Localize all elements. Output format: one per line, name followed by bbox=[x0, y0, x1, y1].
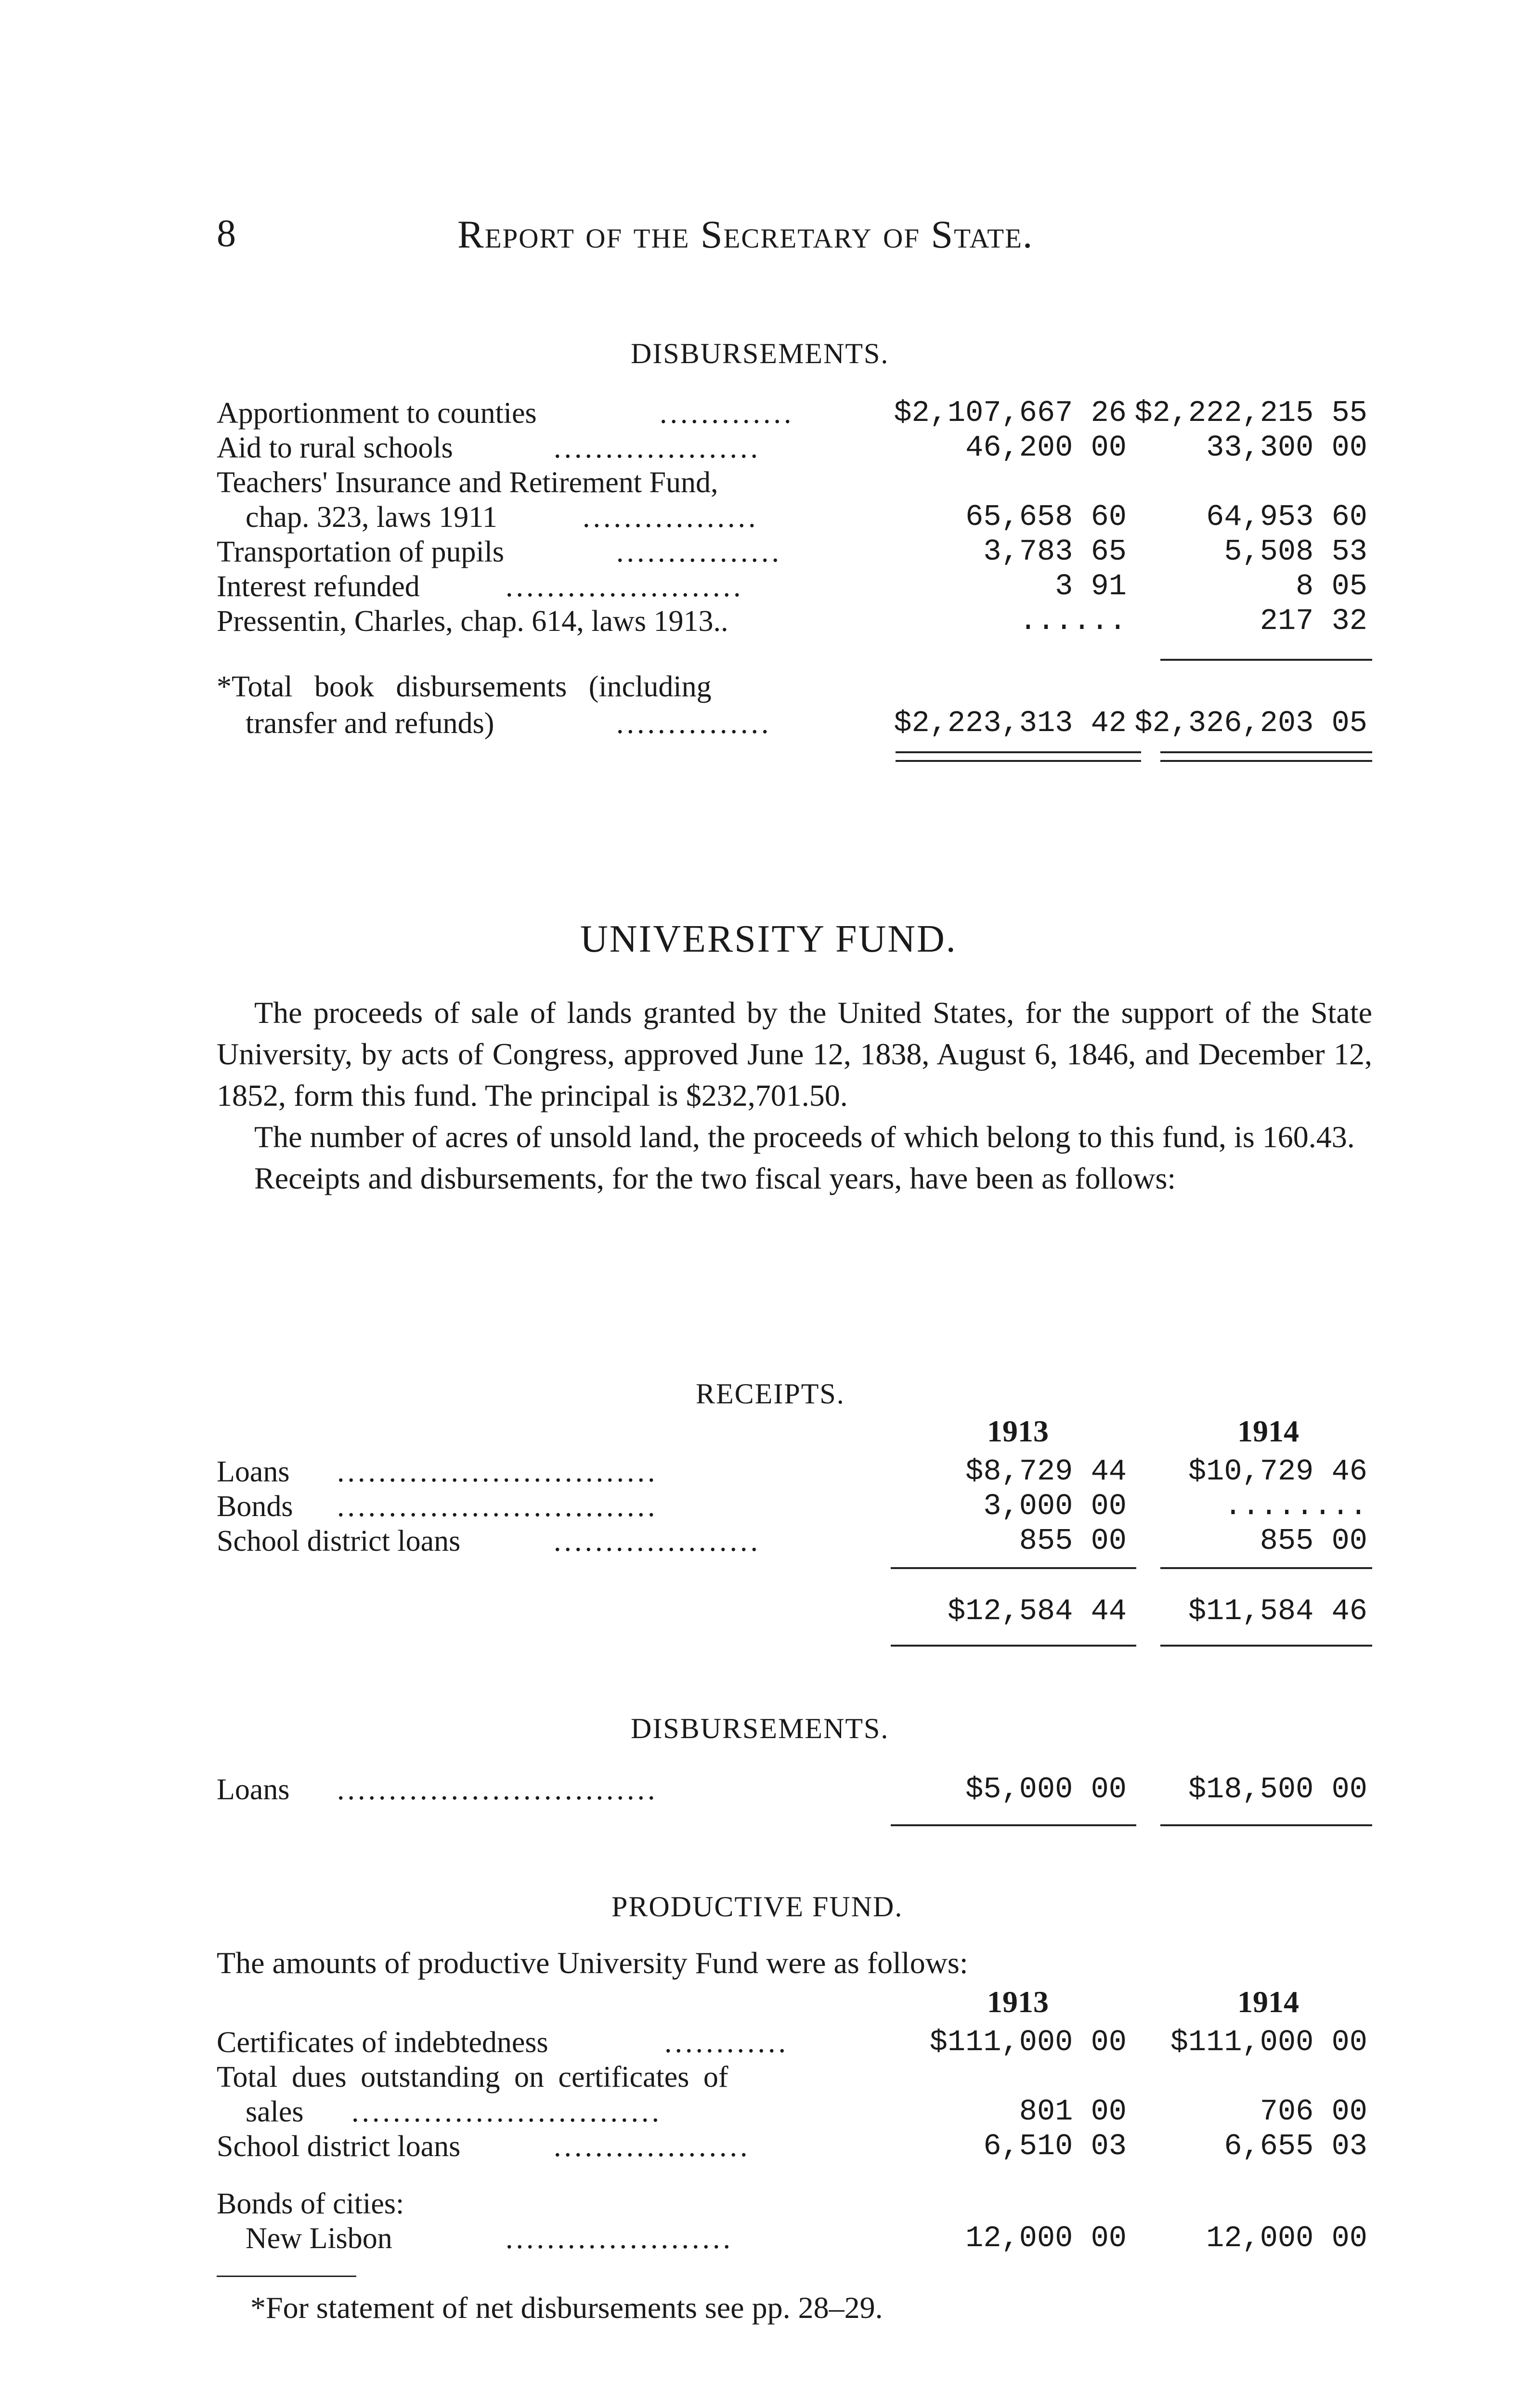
rule bbox=[891, 1824, 1136, 1826]
table-row bbox=[217, 604, 1372, 639]
table-row bbox=[217, 431, 1372, 465]
leader-dots: ...................... bbox=[506, 2222, 733, 2255]
paragraph: The proceeds of sale of lands granted by the United States, for the support of the State University, by acts of Congress, approved June 12, 1838, August 6, 1846, and December 12, 1852, form this fund. The principal is $232,701.50. bbox=[217, 995, 1372, 1112]
table-row bbox=[217, 569, 1372, 604]
value-1914: 217 32 bbox=[1260, 604, 1367, 638]
row-label-continued: sales bbox=[246, 2095, 304, 2128]
productive-fund-intro: The amounts of productive University Fund were as follows: bbox=[217, 1946, 968, 1980]
total-label: *Total book disbursements (including bbox=[217, 670, 712, 703]
page-number: 8 bbox=[217, 212, 236, 255]
year-header-1914: 1914 bbox=[1237, 1985, 1299, 2019]
year-header-1914: 1914 bbox=[1237, 1414, 1299, 1448]
total-1913: $12,584 44 bbox=[947, 1594, 1127, 1628]
total-row bbox=[217, 706, 1372, 741]
row-label: Certificates of indebtedness bbox=[217, 2026, 548, 2059]
table-row bbox=[217, 535, 1372, 569]
row-label: Total dues outstanding on certificates of bbox=[217, 2061, 728, 2094]
row-label: Interest refunded bbox=[217, 570, 420, 603]
table-row bbox=[217, 1772, 1372, 1807]
row-label: Bonds bbox=[217, 1490, 293, 1523]
leader-dots: ................ bbox=[616, 536, 782, 568]
value-1914: 6,655 03 bbox=[1224, 2129, 1367, 2163]
leader-dots: ................. bbox=[583, 501, 759, 534]
leader-dots: .............................. bbox=[351, 2095, 662, 2128]
table-row bbox=[217, 396, 1372, 431]
value-1913: ...... bbox=[1019, 604, 1127, 638]
university-fund-title: UNIVERSITY FUND. bbox=[580, 918, 957, 960]
rule bbox=[891, 1567, 1136, 1569]
total-row bbox=[217, 669, 1372, 704]
rule bbox=[891, 1645, 1136, 1647]
value-1914: 64,953 60 bbox=[1206, 500, 1367, 534]
disbursements-title: DISBURSEMENTS. bbox=[631, 338, 889, 369]
paragraph: The number of acres of unsold land, the proceeds of which belong to this fund, is 160.43. bbox=[254, 1120, 1355, 1154]
table-row bbox=[217, 2221, 1372, 2256]
value-1913: 12,000 00 bbox=[965, 2221, 1127, 2255]
total-1913: $2,223,313 42 bbox=[894, 706, 1127, 740]
row-label: Teachers' Insurance and Retirement Fund, bbox=[217, 466, 718, 499]
running-title: Report of the Secretary of State. bbox=[457, 212, 1034, 256]
table-row bbox=[217, 500, 1372, 535]
table-row bbox=[217, 1524, 1372, 1558]
row-label: Loans bbox=[217, 1455, 290, 1488]
total-1914: $11,584 46 bbox=[1188, 1594, 1367, 1628]
value-1914: $111,000 00 bbox=[1170, 2025, 1367, 2059]
table-row bbox=[217, 2025, 1372, 2060]
value-1914: 33,300 00 bbox=[1206, 431, 1367, 465]
table-row bbox=[217, 2186, 1372, 2221]
value-1914: 706 00 bbox=[1260, 2094, 1367, 2129]
value-1913: $2,107,667 26 bbox=[894, 396, 1127, 430]
value-1914: $18,500 00 bbox=[1188, 1772, 1367, 1806]
value-1913: 6,510 03 bbox=[983, 2129, 1127, 2163]
value-1913: 3 91 bbox=[1055, 569, 1127, 603]
total-row bbox=[217, 1594, 1372, 1629]
value-1913: 65,658 60 bbox=[965, 500, 1127, 534]
row-label-continued: chap. 323, laws 1911 bbox=[246, 501, 497, 534]
rule bbox=[1160, 1567, 1372, 1569]
value-1913: 855 00 bbox=[1019, 1524, 1127, 1558]
table-row bbox=[217, 465, 1372, 500]
rule bbox=[1160, 659, 1372, 661]
table-row bbox=[217, 1454, 1372, 1489]
row-label-continued: New Lisbon bbox=[246, 2222, 392, 2255]
value-1914: 855 00 bbox=[1260, 1524, 1367, 1558]
leader-dots: ............................... bbox=[337, 1455, 658, 1488]
leader-dots: .................... bbox=[554, 1525, 761, 1557]
leader-dots: .................... bbox=[554, 432, 761, 464]
leader-dots: ............... bbox=[616, 707, 772, 740]
leader-dots: ............ bbox=[664, 2026, 789, 2059]
receipts-title: RECEIPTS. bbox=[696, 1378, 845, 1410]
value-1914: 12,000 00 bbox=[1206, 2221, 1367, 2255]
total-label-continued: transfer and refunds) bbox=[246, 707, 494, 740]
table-row bbox=[217, 2060, 1372, 2094]
row-label: Transportation of pupils bbox=[217, 536, 505, 568]
disbursements-title: DISBURSEMENTS. bbox=[631, 1713, 889, 1744]
value-1913: 801 00 bbox=[1019, 2094, 1127, 2129]
row-label: Aid to rural schools bbox=[217, 432, 453, 464]
rule bbox=[1160, 1645, 1372, 1647]
leader-dots: ............. bbox=[660, 397, 794, 430]
value-1914: ........ bbox=[1224, 1489, 1367, 1523]
double-rule bbox=[1160, 751, 1372, 762]
value-1913: 3,000 00 bbox=[983, 1489, 1127, 1523]
paragraph: Receipts and disbursements, for the two fiscal years, have been as follows: bbox=[254, 1161, 1176, 1195]
footnote: *For statement of net disbursements see pp. 28–29. bbox=[250, 2290, 883, 2325]
leader-dots: ....................... bbox=[506, 570, 744, 603]
row-label: Apportionment to counties bbox=[217, 397, 537, 430]
body-text bbox=[217, 992, 1372, 1199]
value-1914: 5,508 53 bbox=[1224, 535, 1367, 569]
year-header-1913: 1913 bbox=[987, 1985, 1049, 2019]
leader-dots: ............................... bbox=[337, 1490, 658, 1523]
value-1914: $10,729 46 bbox=[1188, 1454, 1367, 1489]
page-header bbox=[0, 212, 1533, 260]
row-label: Bonds of cities: bbox=[217, 2187, 404, 2220]
table-row bbox=[217, 1489, 1372, 1524]
row-label: School district loans bbox=[217, 1525, 461, 1557]
row-label: Loans bbox=[217, 1773, 290, 1806]
year-header-1913: 1913 bbox=[987, 1414, 1049, 1448]
value-1913: 3,783 65 bbox=[983, 535, 1127, 569]
value-1913: 46,200 00 bbox=[965, 431, 1127, 465]
value-1914: 8 05 bbox=[1296, 569, 1367, 603]
value-1914: $2,222,215 55 bbox=[1134, 396, 1367, 430]
leader-dots: ............................... bbox=[337, 1773, 658, 1806]
row-label: School district loans bbox=[217, 2130, 461, 2163]
footnote-rule bbox=[217, 2276, 356, 2277]
value-1913: $111,000 00 bbox=[929, 2025, 1127, 2059]
table-row bbox=[217, 2129, 1372, 2164]
rule bbox=[1160, 1824, 1372, 1826]
table-row bbox=[217, 2094, 1372, 2129]
row-label: Pressentin, Charles, chap. 614, laws 1913.. bbox=[217, 605, 728, 638]
leader-dots: ................... bbox=[554, 2130, 751, 2163]
double-rule bbox=[896, 751, 1141, 762]
value-1913: $5,000 00 bbox=[965, 1772, 1127, 1806]
productive-fund-title: PRODUCTIVE FUND. bbox=[611, 1891, 903, 1923]
value-1913: $8,729 44 bbox=[965, 1454, 1127, 1489]
total-1914: $2,326,203 05 bbox=[1134, 706, 1367, 740]
